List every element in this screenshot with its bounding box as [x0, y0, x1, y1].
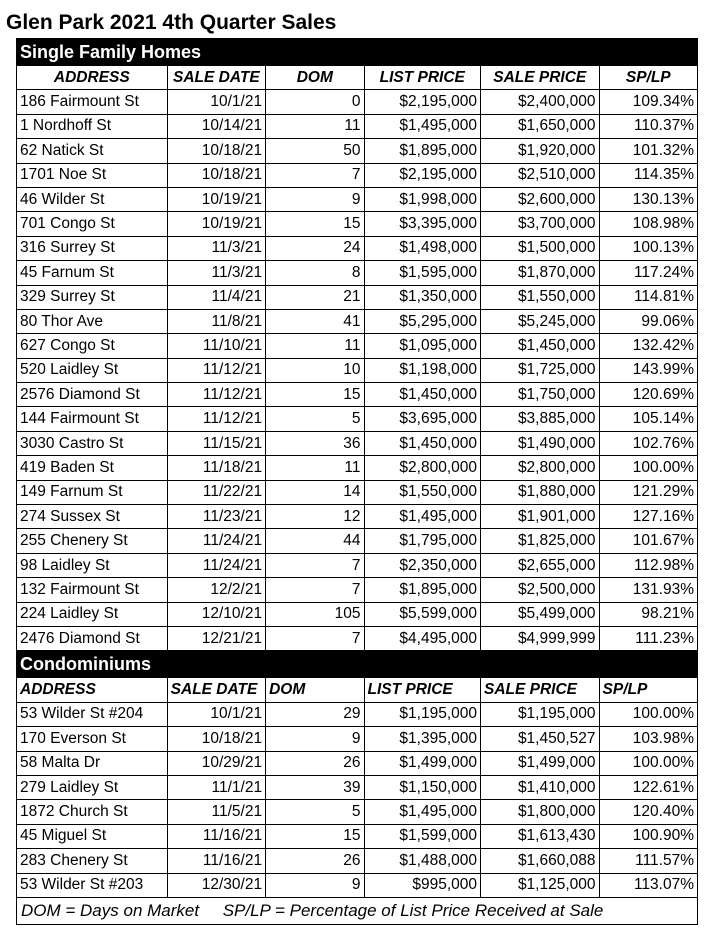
- cell-address: 520 Laidley St: [17, 358, 168, 382]
- cell-sale-price: $1,500,000: [481, 236, 600, 260]
- cell-list-price: $1,395,000: [364, 727, 481, 751]
- cell-sale-date: 10/18/21: [167, 163, 265, 187]
- cell-sale-date: 11/3/21: [167, 236, 265, 260]
- cell-sale-date: 10/1/21: [167, 90, 265, 114]
- cell-sale-price: $1,410,000: [481, 775, 600, 799]
- cell-list-price: $5,599,000: [364, 602, 481, 626]
- table-row: [17, 849, 698, 873]
- cell-address: 329 Surrey St: [17, 285, 168, 309]
- cell-sale-price: $1,613,430: [481, 824, 600, 848]
- cell-sp-lp: 132.42%: [599, 334, 697, 358]
- section-label: Condominiums: [17, 651, 698, 678]
- cell-sale-date: 11/8/21: [167, 309, 265, 333]
- cell-sale-price: $3,885,000: [481, 407, 600, 431]
- cell-list-price: $3,695,000: [364, 407, 481, 431]
- table-row: [17, 800, 698, 824]
- column-header-sp-lp: SP/LP: [599, 678, 697, 702]
- column-header-address: ADDRESS: [17, 678, 168, 702]
- cell-dom: 36: [266, 431, 364, 455]
- cell-sp-lp: 111.23%: [599, 626, 697, 650]
- cell-list-price: $2,195,000: [364, 163, 481, 187]
- cell-dom: 50: [266, 139, 364, 163]
- legend-row: [17, 897, 698, 924]
- cell-sale-price: $2,600,000: [481, 187, 600, 211]
- cell-list-price: $3,395,000: [364, 212, 481, 236]
- cell-address: 58 Malta Dr: [17, 751, 168, 775]
- cell-sale-price: $2,800,000: [481, 456, 600, 480]
- column-header-row: [17, 66, 698, 90]
- cell-sale-price: $1,450,527: [481, 727, 600, 751]
- cell-sale-price: $4,999,999: [481, 626, 600, 650]
- table-row: [17, 602, 698, 626]
- cell-dom: 14: [266, 480, 364, 504]
- cell-sale-price: $1,650,000: [481, 114, 600, 138]
- table-row: [17, 236, 698, 260]
- column-header-list-price: LIST PRICE: [364, 66, 481, 90]
- cell-address: 3030 Castro St: [17, 431, 168, 455]
- cell-sale-price: $1,920,000: [481, 139, 600, 163]
- cell-dom: 21: [266, 285, 364, 309]
- cell-list-price: $1,498,000: [364, 236, 481, 260]
- cell-address: 132 Fairmount St: [17, 578, 168, 602]
- cell-sale-price: $1,725,000: [481, 358, 600, 382]
- cell-list-price: $1,495,000: [364, 800, 481, 824]
- cell-sp-lp: 108.98%: [599, 212, 697, 236]
- cell-sp-lp: 112.98%: [599, 553, 697, 577]
- cell-sale-price: $1,901,000: [481, 505, 600, 529]
- cell-sale-price: $1,660,088: [481, 849, 600, 873]
- cell-sale-date: 10/14/21: [167, 114, 265, 138]
- cell-list-price: $1,499,000: [364, 751, 481, 775]
- cell-sp-lp: 121.29%: [599, 480, 697, 504]
- cell-sale-date: 11/12/21: [167, 407, 265, 431]
- cell-list-price: $1,595,000: [364, 261, 481, 285]
- cell-sale-price: $1,800,000: [481, 800, 600, 824]
- cell-address: 274 Sussex St: [17, 505, 168, 529]
- cell-sp-lp: 127.16%: [599, 505, 697, 529]
- table-row: [17, 824, 698, 848]
- cell-dom: 15: [266, 383, 364, 407]
- cell-sale-date: 10/18/21: [167, 139, 265, 163]
- table-row: [17, 383, 698, 407]
- cell-dom: 9: [266, 727, 364, 751]
- cell-sp-lp: 113.07%: [599, 873, 697, 897]
- cell-address: 255 Chenery St: [17, 529, 168, 553]
- table-row: [17, 578, 698, 602]
- cell-address: 53 Wilder St #203: [17, 873, 168, 897]
- cell-sp-lp: 100.00%: [599, 456, 697, 480]
- table-row: [17, 212, 698, 236]
- cell-address: 2576 Diamond St: [17, 383, 168, 407]
- cell-sale-date: 10/19/21: [167, 187, 265, 211]
- table-row: [17, 775, 698, 799]
- cell-sale-price: $2,510,000: [481, 163, 600, 187]
- table-row: [17, 114, 698, 138]
- cell-address: 1872 Church St: [17, 800, 168, 824]
- cell-sale-date: 12/21/21: [167, 626, 265, 650]
- cell-sale-price: $1,195,000: [481, 702, 600, 726]
- cell-sale-date: 11/10/21: [167, 334, 265, 358]
- table-row: [17, 505, 698, 529]
- cell-address: 46 Wilder St: [17, 187, 168, 211]
- column-header-dom: DOM: [266, 66, 364, 90]
- cell-sale-date: 11/18/21: [167, 456, 265, 480]
- cell-address: 186 Fairmount St: [17, 90, 168, 114]
- cell-list-price: $4,495,000: [364, 626, 481, 650]
- cell-address: 316 Surrey St: [17, 236, 168, 260]
- cell-sp-lp: 101.67%: [599, 529, 697, 553]
- cell-sale-date: 10/19/21: [167, 212, 265, 236]
- cell-sale-price: $3,700,000: [481, 212, 600, 236]
- table-row: [17, 553, 698, 577]
- table-row: [17, 529, 698, 553]
- column-header-sale-date: SALE DATE: [167, 66, 265, 90]
- column-header-sp-lp: SP/LP: [599, 66, 697, 90]
- table-row: [17, 90, 698, 114]
- cell-dom: 12: [266, 505, 364, 529]
- cell-sp-lp: 103.98%: [599, 727, 697, 751]
- cell-sale-price: $1,490,000: [481, 431, 600, 455]
- cell-sale-date: 11/24/21: [167, 529, 265, 553]
- table-row: [17, 334, 698, 358]
- column-header-sale-date: SALE DATE: [167, 678, 265, 702]
- cell-sp-lp: 110.37%: [599, 114, 697, 138]
- cell-address: 279 Laidley St: [17, 775, 168, 799]
- cell-sp-lp: 114.35%: [599, 163, 697, 187]
- page-title: Glen Park 2021 4th Quarter Sales: [6, 11, 337, 34]
- cell-dom: 7: [266, 578, 364, 602]
- cell-list-price: $1,998,000: [364, 187, 481, 211]
- table-row: [17, 626, 698, 650]
- column-header-address: ADDRESS: [17, 66, 168, 90]
- cell-address: 62 Natick St: [17, 139, 168, 163]
- cell-list-price: $1,495,000: [364, 505, 481, 529]
- cell-dom: 5: [266, 407, 364, 431]
- cell-sale-date: 11/12/21: [167, 358, 265, 382]
- cell-sale-price: $1,750,000: [481, 383, 600, 407]
- legend-text: DOM = Days on Market SP/LP = Percentage of List Price Received at Sale: [17, 897, 698, 924]
- cell-dom: 15: [266, 824, 364, 848]
- table-row: [17, 163, 698, 187]
- cell-sale-price: $1,450,000: [481, 334, 600, 358]
- cell-sale-date: 11/15/21: [167, 431, 265, 455]
- cell-sale-date: 11/22/21: [167, 480, 265, 504]
- column-header-row: [17, 678, 698, 702]
- cell-sale-price: $1,550,000: [481, 285, 600, 309]
- cell-sp-lp: 114.81%: [599, 285, 697, 309]
- cell-sp-lp: 122.61%: [599, 775, 697, 799]
- cell-sp-lp: 100.90%: [599, 824, 697, 848]
- cell-address: 144 Fairmount St: [17, 407, 168, 431]
- cell-sp-lp: 120.40%: [599, 800, 697, 824]
- cell-dom: 15: [266, 212, 364, 236]
- cell-dom: 24: [266, 236, 364, 260]
- cell-sale-date: 10/18/21: [167, 727, 265, 751]
- column-header-dom: DOM: [266, 678, 364, 702]
- table-row: [17, 139, 698, 163]
- cell-dom: 11: [266, 114, 364, 138]
- column-header-list-price: LIST PRICE: [364, 678, 481, 702]
- table-row: [17, 358, 698, 382]
- cell-list-price: $2,350,000: [364, 553, 481, 577]
- cell-sale-price: $1,499,000: [481, 751, 600, 775]
- cell-list-price: $2,195,000: [364, 90, 481, 114]
- cell-sale-price: $5,499,000: [481, 602, 600, 626]
- cell-sp-lp: 130.13%: [599, 187, 697, 211]
- table-row: [17, 480, 698, 504]
- cell-address: 149 Farnum St: [17, 480, 168, 504]
- cell-list-price: $1,550,000: [364, 480, 481, 504]
- sales-report: [6, 0, 710, 925]
- cell-address: 224 Laidley St: [17, 602, 168, 626]
- cell-dom: 11: [266, 456, 364, 480]
- cell-sale-date: 11/1/21: [167, 775, 265, 799]
- cell-sale-date: 11/12/21: [167, 383, 265, 407]
- cell-address: 45 Farnum St: [17, 261, 168, 285]
- cell-dom: 44: [266, 529, 364, 553]
- cell-dom: 39: [266, 775, 364, 799]
- cell-list-price: $1,488,000: [364, 849, 481, 873]
- cell-sale-price: $5,245,000: [481, 309, 600, 333]
- cell-sp-lp: 100.00%: [599, 702, 697, 726]
- cell-dom: 41: [266, 309, 364, 333]
- cell-address: 2476 Diamond St: [17, 626, 168, 650]
- cell-sp-lp: 120.69%: [599, 383, 697, 407]
- cell-sale-date: 12/30/21: [167, 873, 265, 897]
- table-row: [17, 261, 698, 285]
- cell-sp-lp: 101.32%: [599, 139, 697, 163]
- cell-address: 45 Miguel St: [17, 824, 168, 848]
- cell-list-price: $1,198,000: [364, 358, 481, 382]
- cell-sale-date: 11/16/21: [167, 824, 265, 848]
- cell-list-price: $1,095,000: [364, 334, 481, 358]
- table-row: [17, 187, 698, 211]
- section-header-single-family: [17, 39, 698, 66]
- cell-sale-date: 11/24/21: [167, 553, 265, 577]
- section-header-condominiums: [17, 651, 698, 678]
- cell-sale-date: 12/2/21: [167, 578, 265, 602]
- cell-list-price: $1,350,000: [364, 285, 481, 309]
- sales-table-body: [17, 39, 698, 925]
- cell-dom: 7: [266, 163, 364, 187]
- cell-dom: 9: [266, 187, 364, 211]
- cell-list-price: $1,895,000: [364, 578, 481, 602]
- cell-sale-date: 12/10/21: [167, 602, 265, 626]
- cell-address: 98 Laidley St: [17, 553, 168, 577]
- cell-dom: 7: [266, 553, 364, 577]
- cell-sale-date: 10/29/21: [167, 751, 265, 775]
- cell-list-price: $1,795,000: [364, 529, 481, 553]
- table-row: [17, 456, 698, 480]
- cell-list-price: $1,495,000: [364, 114, 481, 138]
- cell-sp-lp: 105.14%: [599, 407, 697, 431]
- table-row: [17, 309, 698, 333]
- cell-dom: 11: [266, 334, 364, 358]
- cell-list-price: $1,195,000: [364, 702, 481, 726]
- cell-sp-lp: 98.21%: [599, 602, 697, 626]
- sales-table: [16, 38, 698, 925]
- cell-sale-date: 11/23/21: [167, 505, 265, 529]
- cell-sp-lp: 102.76%: [599, 431, 697, 455]
- table-row: [17, 873, 698, 897]
- cell-address: 701 Congo St: [17, 212, 168, 236]
- cell-sale-date: 11/16/21: [167, 849, 265, 873]
- cell-sale-date: 11/5/21: [167, 800, 265, 824]
- cell-dom: 26: [266, 751, 364, 775]
- column-header-sale-price: SALE PRICE: [481, 66, 600, 90]
- table-row: [17, 702, 698, 726]
- cell-sale-price: $2,500,000: [481, 578, 600, 602]
- cell-dom: 29: [266, 702, 364, 726]
- cell-dom: 105: [266, 602, 364, 626]
- cell-list-price: $5,295,000: [364, 309, 481, 333]
- table-row: [17, 285, 698, 309]
- cell-sale-date: 11/3/21: [167, 261, 265, 285]
- table-row: [17, 407, 698, 431]
- cell-sp-lp: 99.06%: [599, 309, 697, 333]
- cell-list-price: $995,000: [364, 873, 481, 897]
- cell-sale-price: $1,125,000: [481, 873, 600, 897]
- cell-sp-lp: 100.13%: [599, 236, 697, 260]
- cell-list-price: $2,800,000: [364, 456, 481, 480]
- cell-address: 283 Chenery St: [17, 849, 168, 873]
- cell-dom: 26: [266, 849, 364, 873]
- section-label: Single Family Homes: [17, 39, 698, 66]
- cell-list-price: $1,895,000: [364, 139, 481, 163]
- cell-address: 627 Congo St: [17, 334, 168, 358]
- cell-list-price: $1,450,000: [364, 431, 481, 455]
- cell-dom: 9: [266, 873, 364, 897]
- cell-sale-price: $1,825,000: [481, 529, 600, 553]
- column-header-sale-price: SALE PRICE: [481, 678, 600, 702]
- cell-sale-date: 11/4/21: [167, 285, 265, 309]
- cell-sp-lp: 111.57%: [599, 849, 697, 873]
- cell-list-price: $1,150,000: [364, 775, 481, 799]
- cell-address: 1701 Noe St: [17, 163, 168, 187]
- cell-address: 170 Everson St: [17, 727, 168, 751]
- cell-address: 53 Wilder St #204: [17, 702, 168, 726]
- cell-list-price: $1,599,000: [364, 824, 481, 848]
- cell-address: 1 Nordhoff St: [17, 114, 168, 138]
- cell-address: 419 Baden St: [17, 456, 168, 480]
- cell-sp-lp: 131.93%: [599, 578, 697, 602]
- cell-sale-price: $2,655,000: [481, 553, 600, 577]
- cell-sale-date: 10/1/21: [167, 702, 265, 726]
- cell-sale-price: $2,400,000: [481, 90, 600, 114]
- table-row: [17, 431, 698, 455]
- cell-dom: 8: [266, 261, 364, 285]
- cell-list-price: $1,450,000: [364, 383, 481, 407]
- table-row: [17, 751, 698, 775]
- cell-sale-price: $1,870,000: [481, 261, 600, 285]
- cell-address: 80 Thor Ave: [17, 309, 168, 333]
- cell-sp-lp: 100.00%: [599, 751, 697, 775]
- cell-dom: 7: [266, 626, 364, 650]
- cell-dom: 10: [266, 358, 364, 382]
- cell-sale-price: $1,880,000: [481, 480, 600, 504]
- table-row: [17, 727, 698, 751]
- cell-sp-lp: 143.99%: [599, 358, 697, 382]
- cell-dom: 0: [266, 90, 364, 114]
- cell-sp-lp: 109.34%: [599, 90, 697, 114]
- cell-dom: 5: [266, 800, 364, 824]
- cell-sp-lp: 117.24%: [599, 261, 697, 285]
